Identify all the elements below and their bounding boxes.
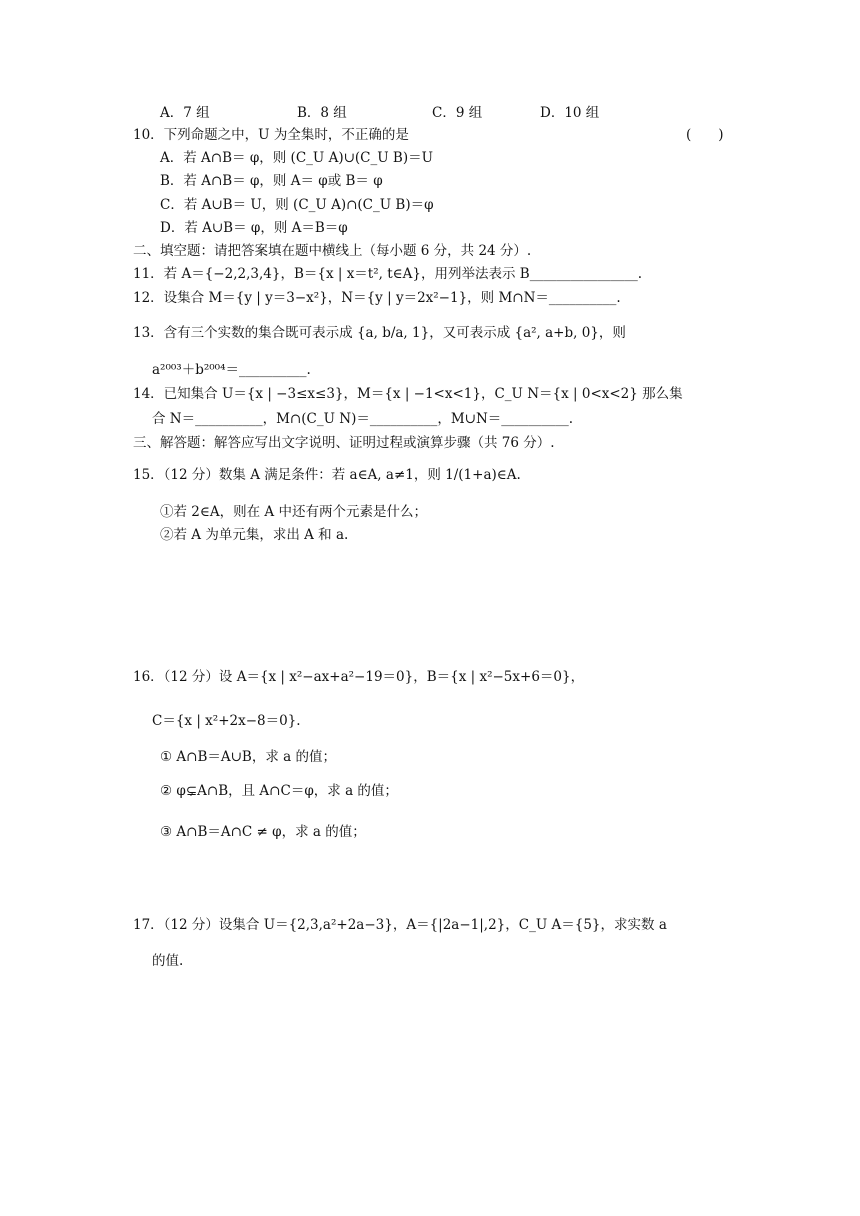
q10-option-a: A．若 A∩B＝ φ，则 (C_U A)∪(C_U B)＝U <box>160 150 433 166</box>
q17-line-2: 的值. <box>152 953 184 969</box>
q16-item-1: ① A∩B＝A∪B，求 a 的值； <box>160 749 336 765</box>
q10-option-d: D．若 A∪B＝ φ，则 A＝B＝φ <box>160 220 348 236</box>
q13-line-2: a²⁰⁰³＋b²⁰⁰⁴＝__________. <box>152 362 311 378</box>
q16-line-1: 16．（12 分）设 A＝{x | x²−ax+a²−19＝0}，B＝{x | x²−5x+6＝0}， <box>133 669 585 685</box>
q10-stem: 10．下列命题之中，U 为全集时，不正确的是 <box>133 127 409 143</box>
q9-option-b: B．8 组 <box>297 105 347 121</box>
q9-option-a: A．7 组 <box>160 105 210 121</box>
q9-option-d: D．10 组 <box>540 105 600 121</box>
q16-item-3: ③ A∩B＝A∩C ≠ φ，求 a 的值； <box>160 824 366 840</box>
q12: 12．设集合 M＝{y | y＝3−x²}，N＝{y | y＝2x²−1}，则 M∩N＝__________. <box>133 290 621 306</box>
q15-stem: 15．（12 分）数集 A 满足条件：若 a∈A, a≠1，则 1/(1+a)∈A. <box>133 467 521 483</box>
q13-line-1: 13．含有三个实数的集合既可表示成 {a, b/a, 1}，又可表示成 {a², a+b, 0}，则 <box>133 325 626 341</box>
q14-line-1: 14．已知集合 U＝{x | −3≤x≤3}，M＝{x | −1<x<1}，C_U N＝{x | 0<x<2} 那么集 <box>133 386 683 402</box>
q15-item-1: ①若 2∈A，则在 A 中还有两个元素是什么； <box>160 504 427 520</box>
q14-line-2: 合 N＝__________，M∩(C_U N)＝__________，M∪N＝__________. <box>152 411 574 427</box>
q11: 11．若 A＝{−2,2,3,4}，B＝{x | x＝t², t∈A}，用列举法表示 B________________. <box>133 266 642 282</box>
q10-option-c: C．若 A∪B＝ U，则 (C_U A)∩(C_U B)＝φ <box>160 197 434 213</box>
q17-line-1: 17．（12 分）设集合 U＝{2,3,a²+2a−3}，A＝{|2a−1|,2}，C_U A＝{5}，求实数 a <box>133 917 667 933</box>
q10-option-b: B．若 A∩B＝ φ，则 A＝ φ或 B＝ φ <box>160 173 383 189</box>
section-2-heading: 二、填空题：请把答案填在题中横线上（每小题 6 分，共 24 分）. <box>133 243 532 259</box>
q9-option-c: C．9 组 <box>432 105 483 121</box>
q16-item-2: ② φ⊊A∩B，且 A∩C＝φ，求 a 的值； <box>160 783 398 799</box>
section-3-heading: 三、解答题：解答应写出文字说明、证明过程或演算步骤（共 76 分）. <box>133 435 555 451</box>
q15-item-2: ②若 A 为单元集，求出 A 和 a. <box>160 527 349 543</box>
q16-line-2: C＝{x | x²+2x−8＝0}. <box>152 713 301 729</box>
q10-answer-paren: ( ) <box>686 127 724 143</box>
